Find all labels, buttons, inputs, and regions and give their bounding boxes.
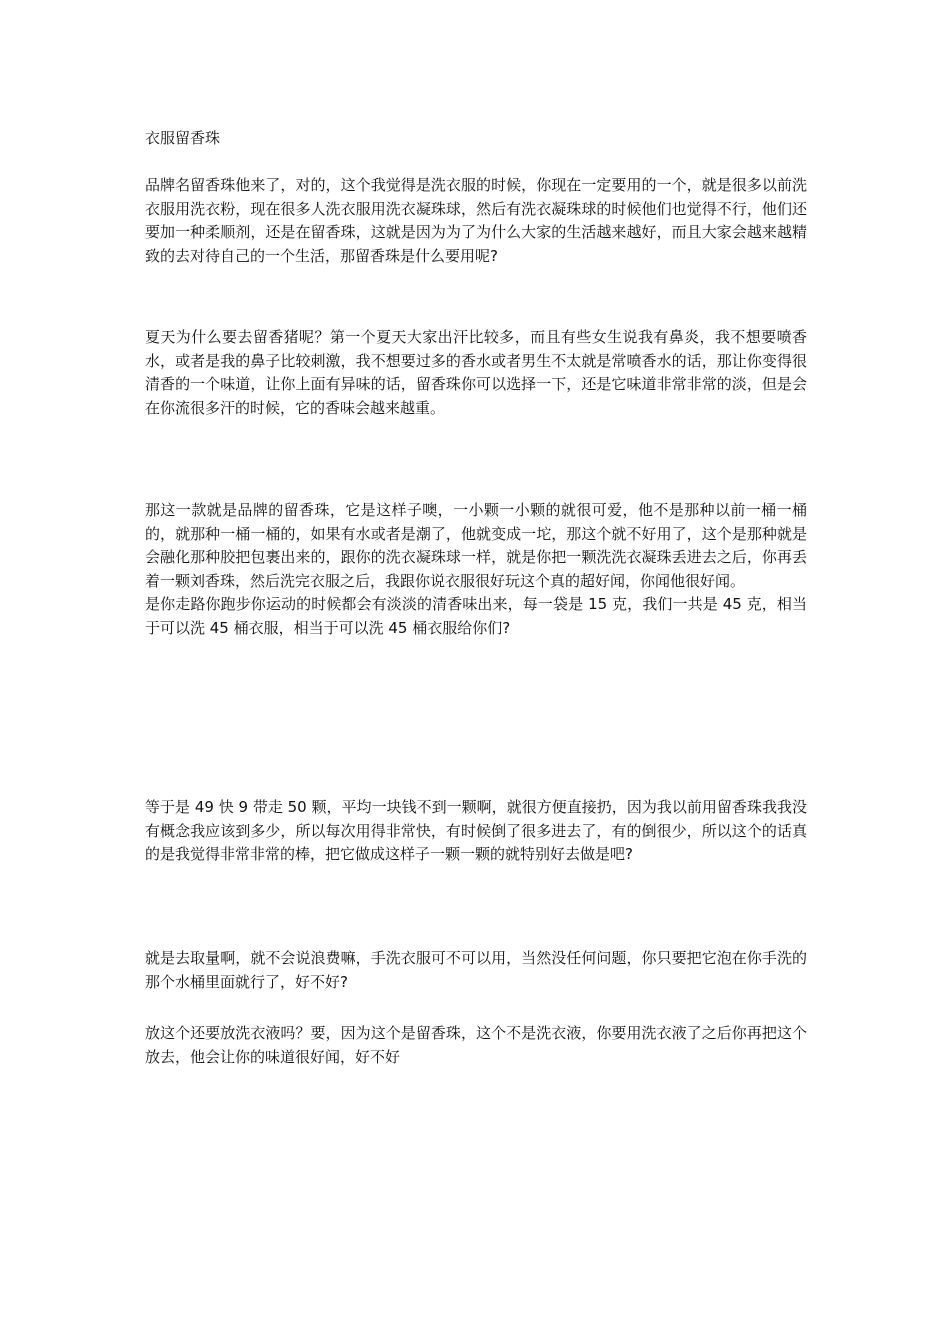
paragraph-handwash: 就是去取量啊，就不会说浪费嘛，手洗衣服可不可以用，当然没任何问题，你只要把它泡在你手洗的那个水桶里面就行了，好不好?	[145, 949, 807, 991]
paragraph-price: 等于是 49 快 9 带走 50 颗，平均一块钱不到一颗啊，就很方便直接扔，因为我以前用留香珠我我没有概念我应该到多少，所以每次用得非常快，有时候倒了很多进去了，有的倒很少，所以这个的话真的是我觉得非常非常的棒，把它做成这样子一颗一颗的就特别好去做是吧?	[145, 798, 807, 864]
paragraph-product: 那这一款就是品牌的留香珠，它是这样子噢，一小颗一小颗的就很可爱，他不是那种以前一桶一桶的，就那种一桶一桶的，如果有水或者是潮了，他就变成一坨，那这个就不好用了，这个是那种就是会融化那种胶把包裹出来的，跟你的洗衣凝珠球一样，就是你把一颗洗洗衣凝珠丢进去之后，你再丢着一颗刘香珠，然后洗完衣服之后，我跟你说衣服很好玩这个真的超好闻，你闻他很好闻。	[145, 501, 807, 590]
paragraph-quantity: 是你走路你跑步你运动的时候都会有淡淡的清香味出来，每一袋是 15 克，我们一共是 45 克，相当于可以洗 45 桶衣服，相当于可以洗 45 桶衣服给你们?	[145, 595, 807, 637]
paragraph-group-product	[145, 499, 807, 641]
paragraph-summer: 夏天为什么要去留香猪呢？第一个夏天大家出汗比较多，而且有些女生说我有鼻炎，我不想要喷香水，或者是我的鼻子比较刺激，我不想要过多的香水或者男生不太就是常喷香水的话，那让你变得很清香的一个味道，让你上面有异味的话，留香珠你可以选择一下，还是它味道非常非常的淡，但是会在你流很多汗的时候，它的香味会越来越重。	[145, 328, 807, 417]
document-title: 衣服留香珠	[145, 129, 221, 147]
paragraph-intro: 品牌名留香珠他来了，对的，这个我觉得是洗衣服的时候，你现在一定要用的一个，就是很多以前洗衣服用洗衣粉，现在很多人洗衣服用洗衣凝珠球，然后有洗衣凝珠球的时候他们也觉得不行，他们还要加一种柔顺剂，还是在留香珠，这就是因为为了为什么大家的生活越来越好，而且大家会越来越精致的去对待自己的一个生活，那留香珠是什么要用呢?	[145, 176, 807, 265]
paragraph-detergent: 放这个还要放洗衣液吗？要，因为这个是留香珠，这个不是洗衣液，你要用洗衣液了之后你再把这个放去，他会让你的味道很好闻，好不好	[145, 1024, 807, 1066]
